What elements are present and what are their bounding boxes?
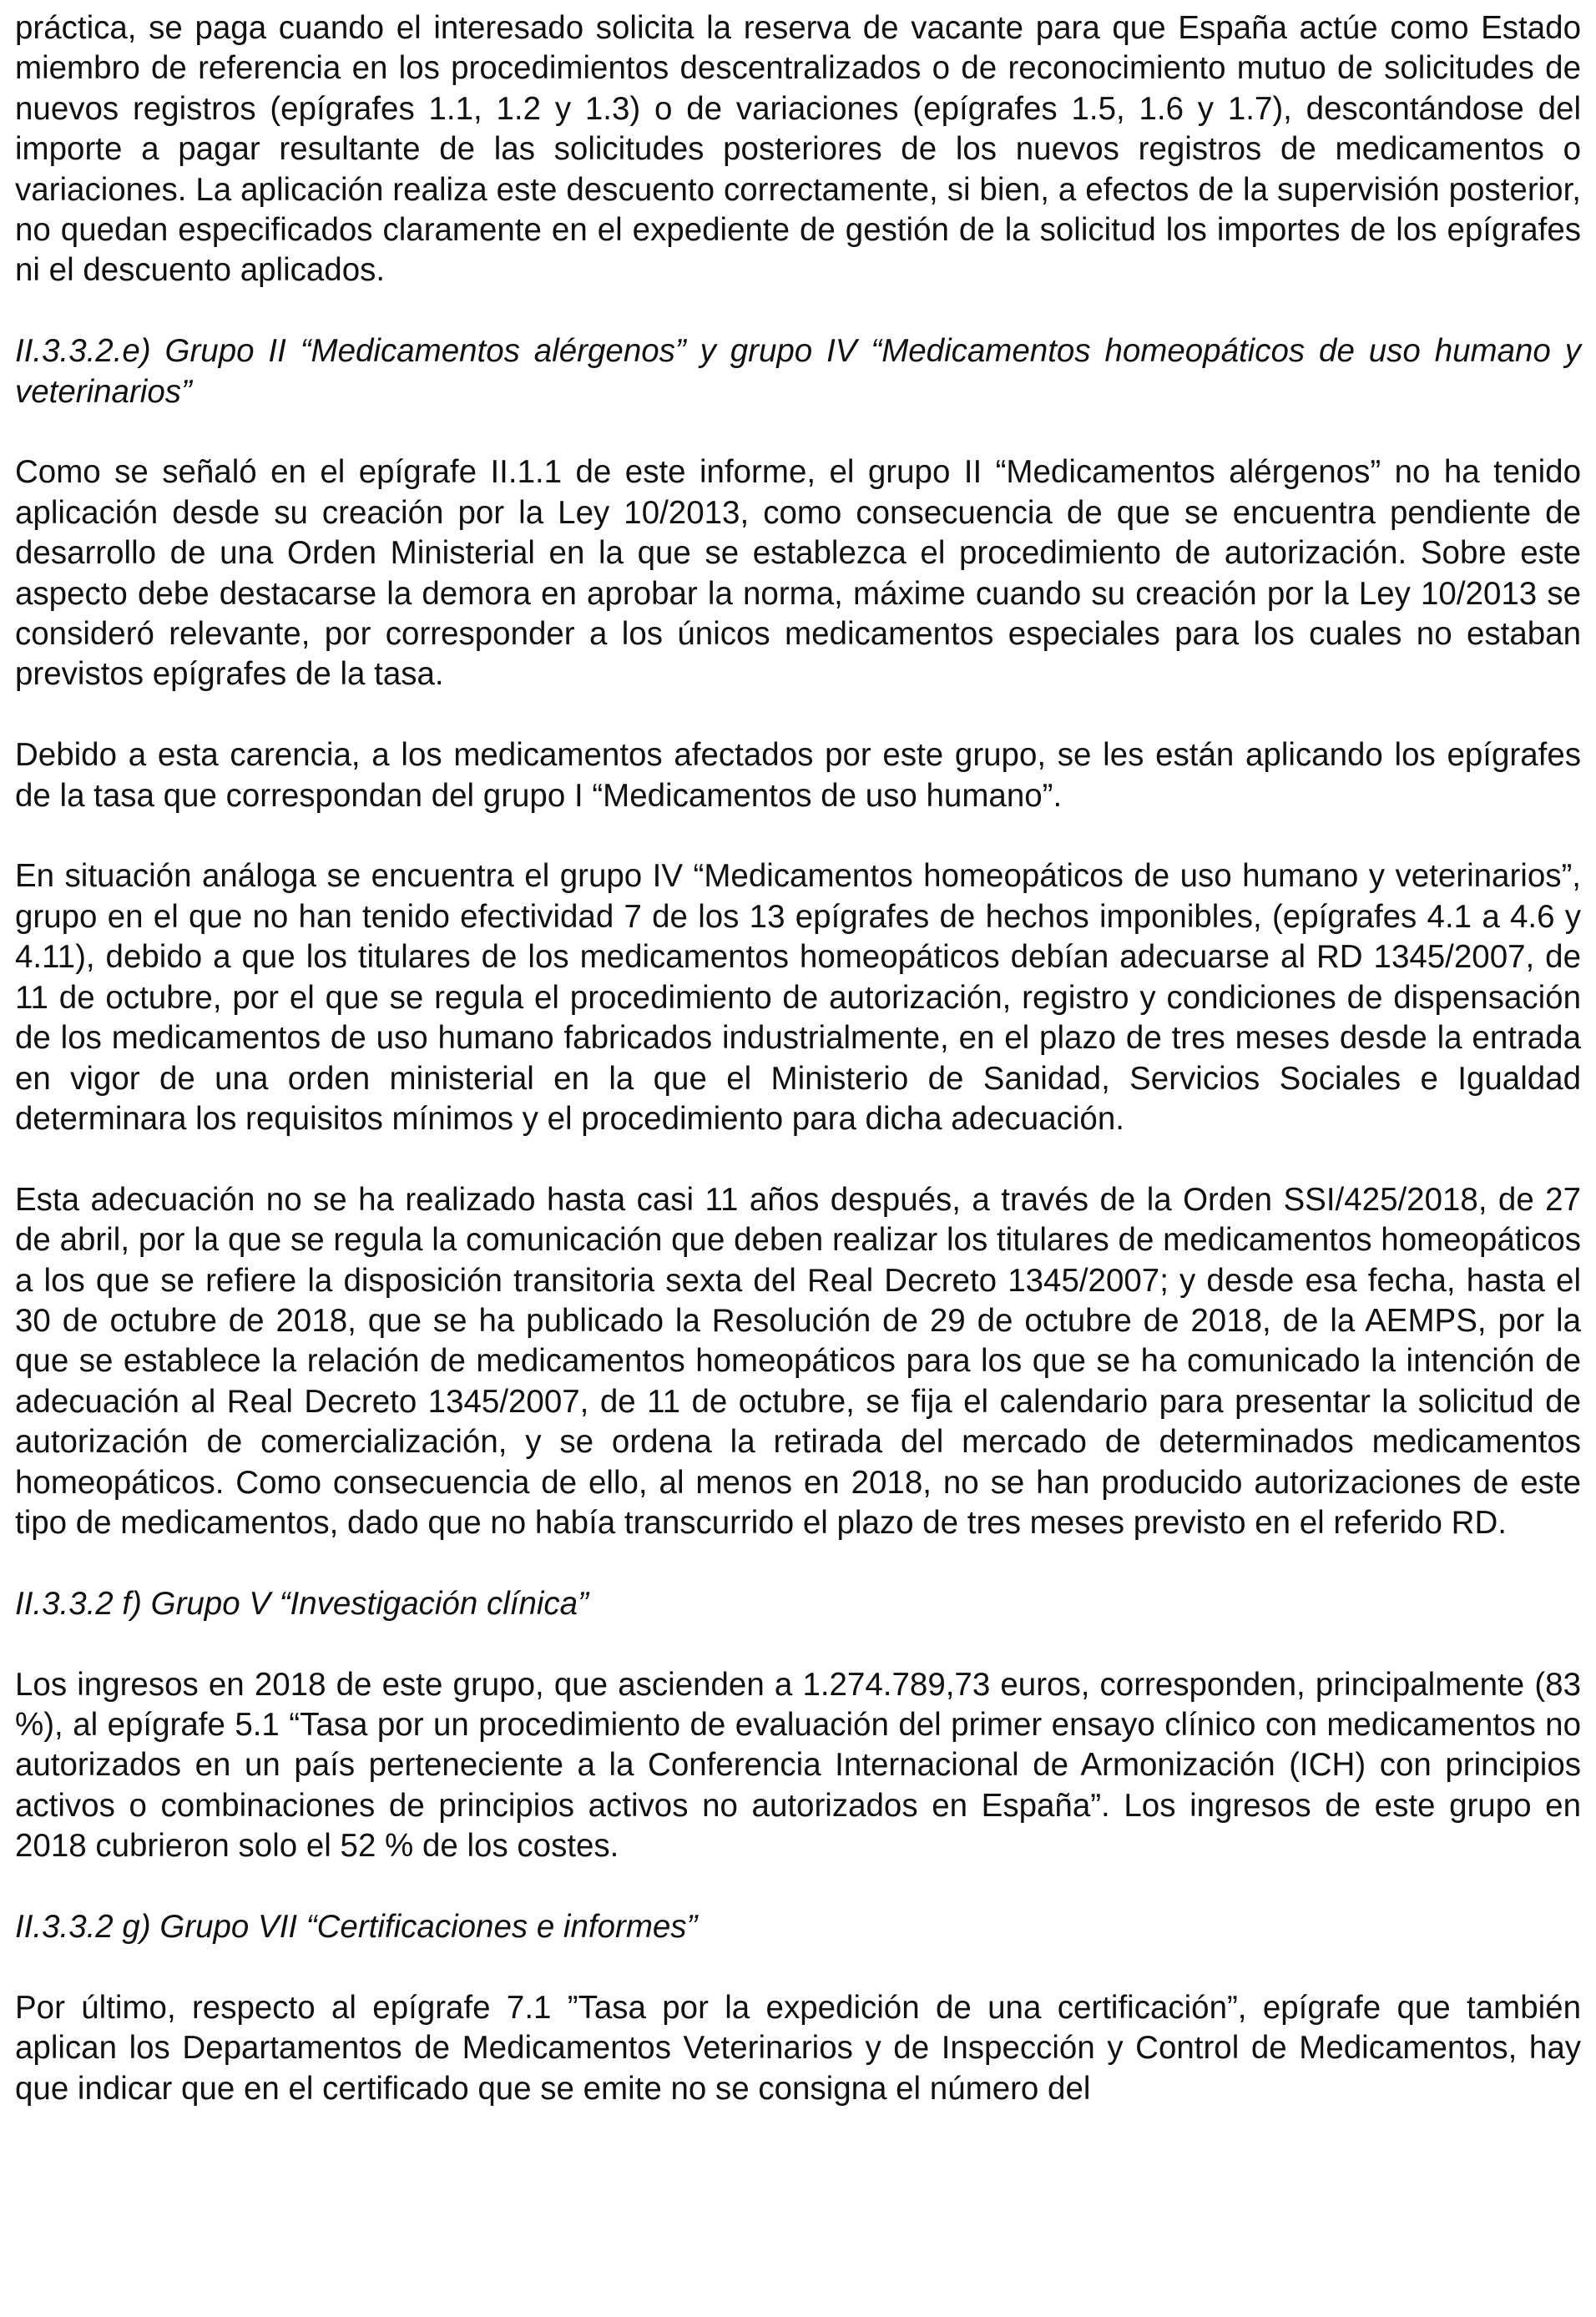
paragraph-carencia: Debido a esta carencia, a los medicamentos afectados por este grupo, se les están aplicando los epígrafes de la tasa que correspondan del grupo I “Medicamentos de uso humano”. — [15, 737, 1581, 814]
paragraph-grupo-iv: En situación análoga se encuentra el grupo IV “Medicamentos homeopáticos de uso humano y veterinarios”, grupo en el que no han tenido efectividad 7 de los 13 epígrafes de hechos imponibles, (epígrafes 4.1 a 4.6 y 4.11), debido a que los titulares de los medicamentos homeopáticos debían adecuarse al RD 1345/2007, de 11 de octubre, por el que se regula el procedimiento de autorización, registro y condiciones de dispensación de los medicamentos de uso humano fabricados industrialmente, en el plazo de tres meses desde la entrada en vigor de una orden ministerial en la que el Ministerio de Sanidad, Servicios Sociales e Igualdad determinara los requisitos mínimos y el procedimiento para dicha adecuación. — [15, 858, 1581, 1137]
paragraph-adecuacion: Esta adecuación no se ha realizado hasta casi 11 años después, a través de la Orden SSI/425/2018, de 27 de abril, por la que se regula la comunicación que deben realizar los titulares de medicamentos homeopáticos a los que se refiere la disposición transitoria sexta del Real Decreto 1345/2007; y desde esa fecha, hasta el 30 de octubre de 2018, que se ha publicado la Resolución de 29 de octubre de 2018, de la AEMPS, por la que se establece la relación de medicamentos homeopáticos para los que se ha comunicado la intención de adecuación al Real Decreto 1345/2007, de 11 de octubre, se fija el calendario para presentar la solicitud de autorización de comercialización, y se ordena la retirada del mercado de determinados medicamentos homeopáticos. Como consecuencia de ello, al menos en 2018, no se han producido autorizaciones de este tipo de medicamentos, dado que no había transcurrido el plazo de tres meses previsto en el referido RD. — [15, 1181, 1581, 1541]
section-heading-grupo-v: II.3.3.2 f) Grupo V “Investigación clínica” — [15, 1585, 588, 1622]
paragraph-intro: práctica, se paga cuando el interesado solicita la reserva de vacante para que España actúe como Estado miembro de referencia en los procedimientos descentralizados o de reconocimiento mutuo de solicitudes de nuevos registros (epígrafes 1.1, 1.2 y 1.3) o de variaciones (epígrafes 1.5, 1.6 y 1.7), descontándose del importe a pagar resultante de las solicitudes posteriores de los nuevos registros de medicamentos o variaciones. La aplicación realiza este descuento correctamente, si bien, a efectos de la supervisión posterior, no quedan especificados claramente en el expediente de gestión de la solicitud los importes de los epígrafes ni el descuento aplicados. — [15, 10, 1581, 289]
section-heading-grupo-vii: II.3.3.2 g) Grupo VII “Certificaciones e informes” — [15, 1908, 698, 1945]
section-heading-grupo-ii-iv: II.3.3.2.e) Grupo II “Medicamentos alérgenos” y grupo IV “Medicamentos homeopáticos de uso humano y veterinarios” — [15, 333, 1581, 410]
paragraph-grupo-vii: Por último, respecto al epígrafe 7.1 ”Tasa por la expedición de una certificación”, epígrafe que también aplican los Departamentos de Medicamentos Veterinarios y de Inspección y Control de Medicamentos, hay que indicar que en el certificado que se emite no se consigna el número del — [15, 1989, 1581, 2107]
paragraph-grupo-v: Los ingresos en 2018 de este grupo, que ascienden a 1.274.789,73 euros, corresponden, principalmente (83 %), al epígrafe 5.1 “Tasa por un procedimiento de evaluación del primer ensayo clínico con medicamentos no autorizados en un país perteneciente a la Conferencia Internacional de Armonización (ICH) con principios activos o combinaciones de principios activos no autorizados en España”. Los ingresos de este grupo en 2018 cubrieron solo el 52 % de los costes. — [15, 1666, 1581, 1865]
paragraph-grupo-ii: Como se señaló en el epígrafe II.1.1 de este informe, el grupo II “Medicamentos alérgenos” no ha tenido aplicación desde su creación por la Ley 10/2013, como consecuencia de que se encuentra pendiente de desarrollo de una Orden Ministerial en la que se establezca el procedimiento de autorización. Sobre este aspecto debe destacarse la demora en aprobar la norma, máxime cuando su creación por la Ley 10/2013 se consideró relevante, por corresponder a los únicos medicamentos especiales para los cuales no estaban previstos epígrafes de la tasa. — [15, 454, 1581, 693]
document-page — [15, 8, 1581, 2109]
